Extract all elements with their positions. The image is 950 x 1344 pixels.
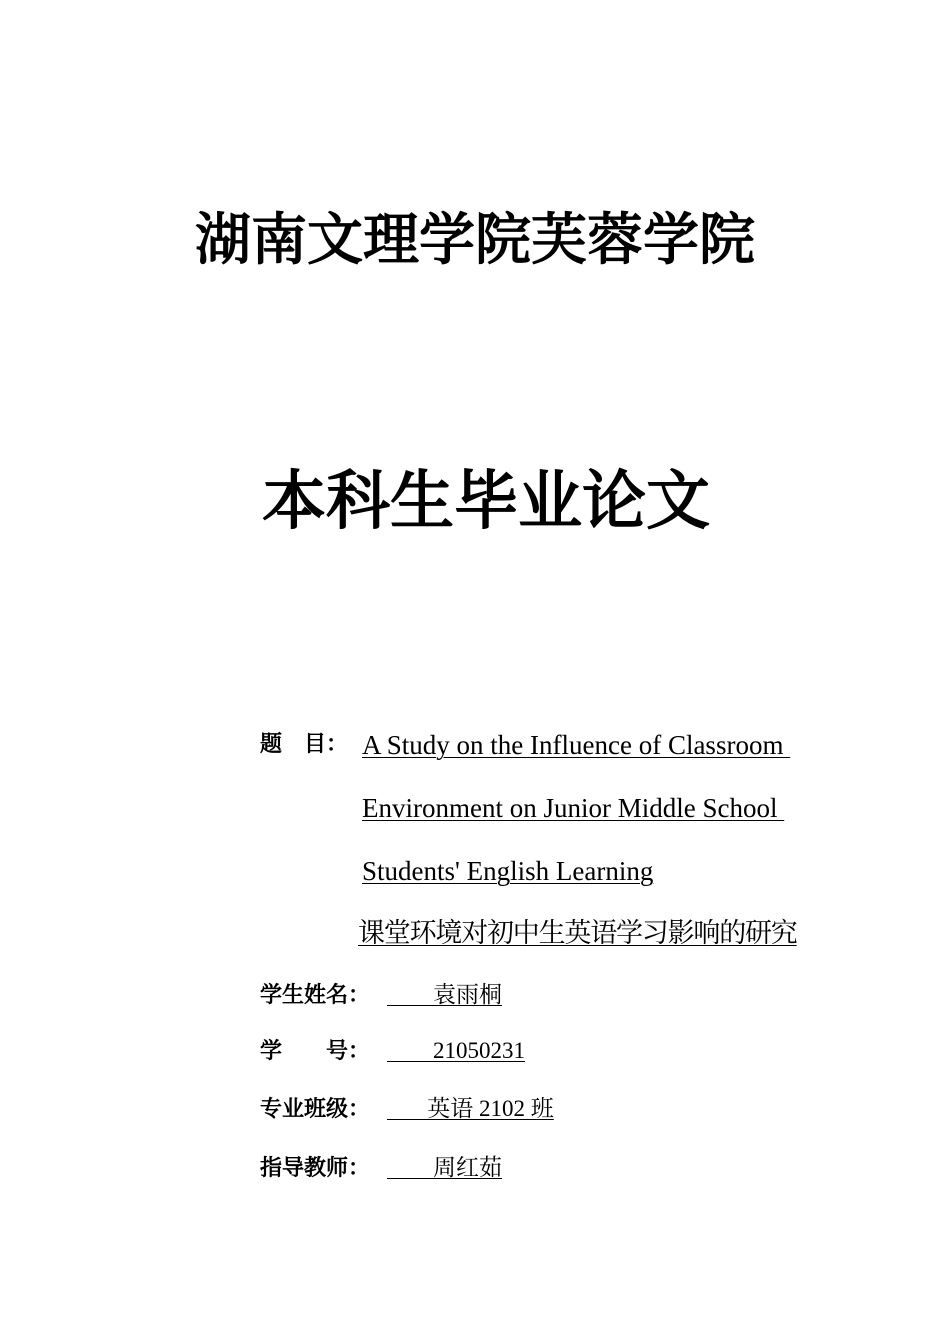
thesis-type-heading: 本科生毕业论文 [262, 465, 710, 539]
major-class-label: 专业班级： [260, 1097, 371, 1122]
title-en-line-1: A Study on the Influence of Classroom [362, 730, 791, 760]
advisor-value: 周红茹 [387, 1155, 502, 1180]
student-id-value: 21050231 [387, 1038, 525, 1063]
title-label: 题 目： [260, 732, 349, 757]
student-name-value: 袁雨桐 [387, 982, 502, 1007]
advisor-label: 指导教师： [260, 1156, 371, 1181]
title-en-line-2: Environment on Junior Middle School [362, 793, 785, 823]
title-en-line-3: Students' English Learning [362, 856, 654, 886]
major-class-value: 英语 2102 班 [387, 1096, 554, 1121]
school-name: 湖南文理学院芙蓉学院 [195, 208, 755, 273]
student-name-label: 学生姓名： [260, 983, 371, 1008]
title-zh: 课堂环境对初中生英语学习影响的研究 [358, 918, 797, 949]
student-id-label: 学 号： [260, 1039, 371, 1064]
